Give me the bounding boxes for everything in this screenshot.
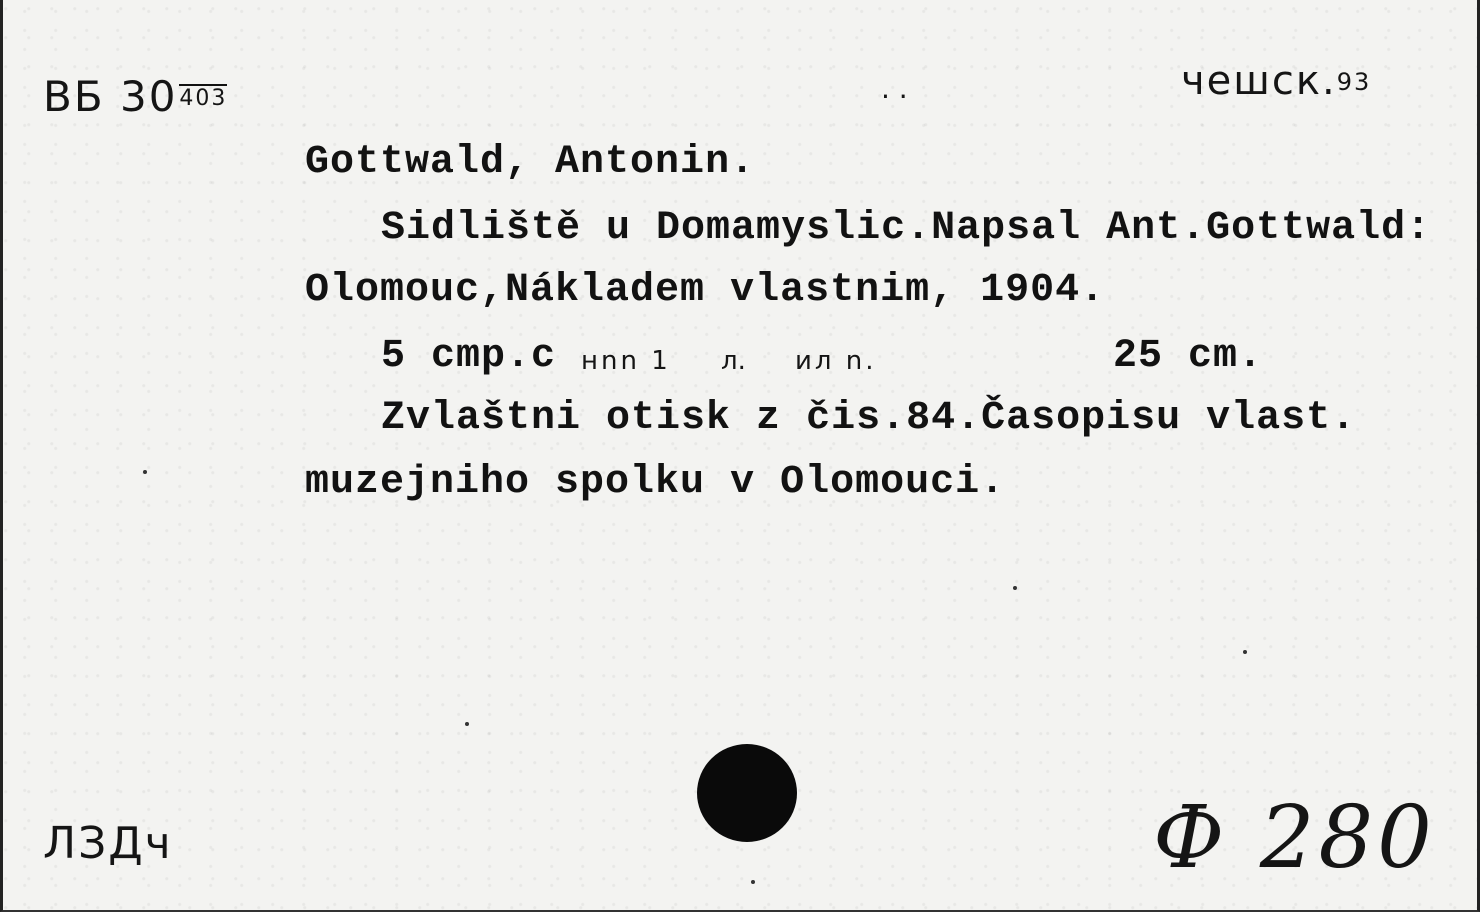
author-heading: Gottwald, Antonin. [305, 140, 756, 185]
language-mark [1181, 58, 1371, 104]
language-mark-number: 93 [1336, 68, 1372, 96]
language-mark-text: чешск. [1181, 58, 1337, 104]
bottom-left-mark: ЛЗДч [43, 818, 173, 869]
note-line-1: Zvlaštni otisk z čis.84.Časopisu vlast. [381, 396, 1357, 441]
call-number-main: ВБ 30 [43, 72, 178, 121]
speck [143, 470, 147, 474]
speck [1013, 586, 1017, 590]
title-line: Sidliště u Domamyslic.Napsal Ant.Gottwald: [381, 206, 1432, 251]
call-number-sub: 403 [179, 86, 228, 111]
note-line-2: muzejniho spolku v Olomouci. [305, 460, 1006, 505]
call-number [43, 72, 227, 121]
imprint-line: Olomouc,Nákladem vlastnim, 1904. [305, 268, 1106, 313]
speck [465, 722, 469, 726]
size-note: 25 cm. [1113, 334, 1264, 379]
top-dots: . . [881, 72, 908, 105]
speck [751, 880, 755, 884]
collation-handwritten-pages: нnn 1 [581, 346, 671, 376]
collation-handwritten-leaf: л. [721, 346, 746, 376]
collation-handwritten-illustrations: ил n. [795, 346, 877, 376]
punch-hole [697, 744, 797, 842]
speck [1243, 650, 1247, 654]
shelf-mark: Ф 280 [1153, 788, 1436, 888]
collation-line: 5 cmp.c [381, 334, 557, 379]
